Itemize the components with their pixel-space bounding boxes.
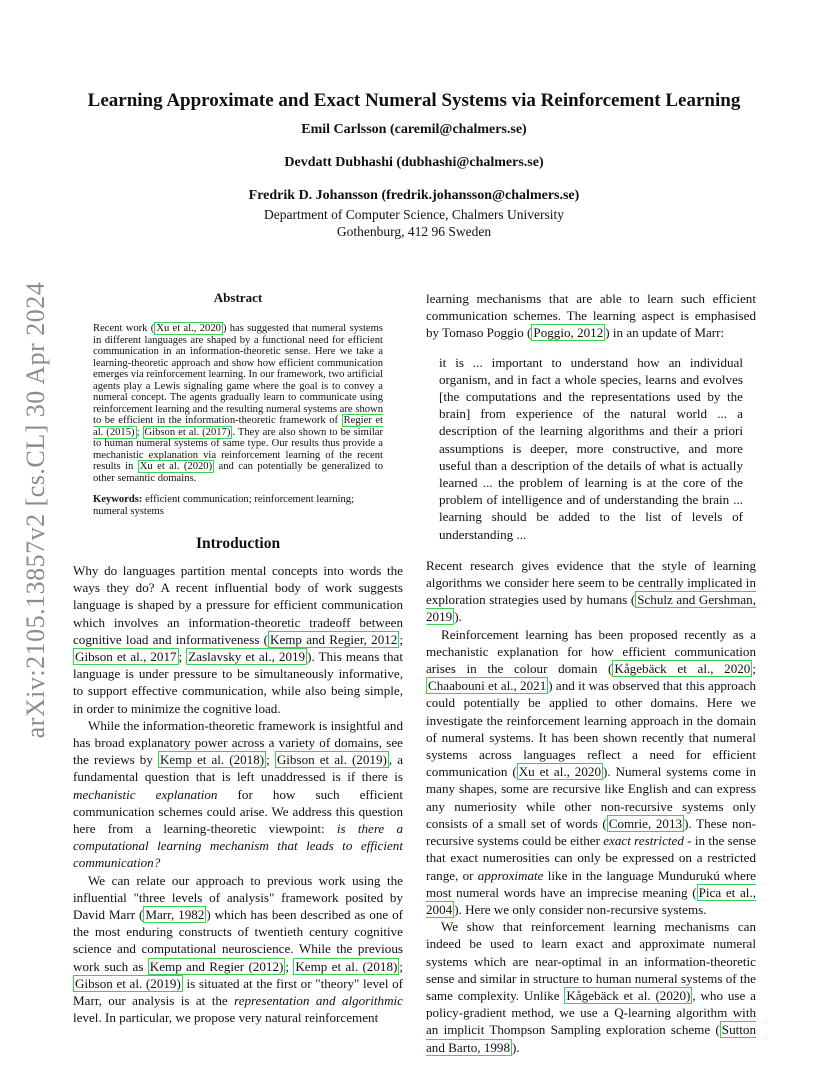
citation-link[interactable]: Comrie, 2013 [608, 815, 683, 831]
keywords [93, 494, 383, 517]
intro-paragraph-2 [73, 717, 403, 872]
right-paragraph-2 [426, 626, 756, 918]
citation-link[interactable]: Gibson et al. (2019) [276, 752, 387, 768]
citation-link[interactable]: Kemp and Regier, 2012 [269, 631, 398, 647]
citation-link[interactable]: Kågebäck et al. (2020) [566, 987, 691, 1003]
abstract-text-4: . They are also shown to be similar to human numeral systems of same type. Our results thus provide a mechanistic explanation via reinforcement learning of the recent results in [93, 426, 384, 472]
paragraph-text: ; [285, 958, 294, 974]
abstract-text-5: and can potentially be generalized to other semantic domains. [93, 461, 384, 484]
citation-link[interactable]: Zaslavsky et al., 2019 [188, 649, 306, 665]
citation-link[interactable]: Poggio, 2012 [533, 325, 604, 341]
citation-link[interactable]: Kemp and Regier (2012) [149, 958, 284, 974]
abstract-text [93, 323, 383, 484]
paragraph-text: We can relate our approach to previous work using the influential "three levels of analysis" framework posited by David Marr ( [73, 872, 403, 923]
citation-link[interactable]: Xu et al. (2020) [139, 461, 213, 472]
emphasis-text: mechanistic explanation [73, 786, 218, 802]
emphasis-text: exact restricted [603, 833, 684, 849]
paragraph-text: ; [266, 752, 275, 768]
paragraph-text: , who use a policy-gradient method, we use a Q-learning algorithm with an implicit Thompson Sampling exploration scheme ( [426, 987, 756, 1038]
citation-link[interactable]: Gibson et al., 2017 [75, 649, 177, 665]
right-paragraph-1 [426, 557, 756, 626]
marr-quote: it is ... important to understand how an individual organism, and in fact a whole species, learns and evolves [the computations and the representations used by the brain] from experience of the natural world ... a description of the learning algorithms and their a priori assumptions is deeper, more constructive, and more useful than a description of the details of what is actually learned ... the problem of learning is at the core of the problem of intelligence and of understanding the brain ... learning should be added to the list of levels of understanding ... [439, 354, 743, 542]
affiliation-department: Department of Computer Science, Chalmers University [264, 207, 564, 222]
paragraph-text: ). Numeral systems come in many shapes, some are recursive like English and can express any numeriosity while other non-recursive systems only consists of a small set of words ( [426, 764, 756, 831]
affiliation-address: Gothenburg, 412 96 Sweden [336, 224, 492, 239]
citation-link[interactable]: Chaabouni et al., 2021 [428, 678, 547, 694]
author-dubhashi: Devdatt Dubhashi (dubhashi@chalmers.se) [284, 155, 544, 170]
paragraph-text: Reinforcement learning has been proposed recently as a mechanistic explanation for how efficient communication arises in the colour domain ( [426, 626, 756, 677]
keywords-text: efficient communication; reinforcement learning; numeral systems [93, 494, 355, 517]
abstract-text-2: ) has suggested that numeral systems in different languages are shaped by a functional need for efficient communication in an information-theoretic sense. Here we take a learning-theoretic approach and show how efficient communication emerges via reinforcement learning. In our framework, two artificial agents play a Lewis signaling game where the goal is to convey a numeral concept. The agents gradually learn to communicate using reinforcement learning and the resulting numeral systems are shown to be efficient in the information-theoretic framework of [93, 323, 383, 426]
paragraph-text: for how such efficient communication schemes could arise. We address this question here from a learning-theoretic viewpoint: [73, 786, 403, 837]
paragraph-text: ; [399, 958, 403, 974]
abstract-heading: Abstract [213, 290, 263, 305]
citation-link[interactable]: Gibson et al. (2017) [144, 426, 231, 438]
citation-link[interactable]: Sutton and Barto, 1998 [426, 1022, 756, 1055]
paragraph-text: ). [454, 609, 462, 625]
emphasis-text: is there a computational learning mechanism that leads to efficient communication? [73, 821, 403, 871]
citation-link[interactable]: Xu et al., 2020 [156, 323, 221, 334]
citation-link[interactable]: Regier et al. (2015) [93, 415, 383, 438]
citation-link[interactable]: Kemp et al. (2018) [159, 752, 265, 768]
paragraph-text: ) and it was observed that this approach could potentially be applied to other domains. Here we investigate the reinforcement learning approach in the domain of numeral systems. It has been shown recently that numeral systems across languages reflect a need for efficient communication ( [426, 678, 757, 780]
keywords-label: Keywords: [93, 494, 143, 505]
emphasis-text: approximate [477, 867, 544, 883]
intro-paragraph-1 [73, 562, 403, 717]
paper-title: Learning Approximate and Exact Numeral Systems via Reinforcement Learning [87, 90, 741, 111]
citation-link[interactable]: Xu et al., 2020 [518, 764, 601, 780]
left-column [73, 290, 403, 1026]
citation-link[interactable]: Marr, 1982 [145, 907, 205, 923]
abstract-text-1: Recent work ( [93, 323, 155, 334]
paragraph-text: ; [399, 631, 403, 647]
paragraph-text: ). [512, 1039, 520, 1055]
paragraph-text: like in the language Mundurukú where most numeral words have an imprecise meaning ( [426, 867, 756, 900]
paragraph-text: ; [752, 661, 756, 677]
paragraph-text: learning mechanisms that are able to learn such efficient communication schemes. The learning aspect is emphasised by Tomaso Poggio ( [426, 291, 756, 341]
paper-header [0, 90, 828, 240]
paragraph-text: ). This means that language is under pressure to be simultaneously informative, to support effective communication, while also being simple, in order to minimize the cognitive load. [73, 649, 403, 716]
right-column [426, 290, 756, 1056]
author-johansson: Fredrik D. Johansson (fredrik.johansson@chalmers.se) [248, 188, 580, 203]
paragraph-text: is situated at the first or "theory" level of Marr, our analysis is at the [73, 975, 404, 1009]
arxiv-sidebar [14, 281, 58, 739]
paragraph-text: level. In particular, we propose very natural reinforcement [73, 1010, 379, 1026]
paragraph-text: ). Here we only consider non-recursive systems. [454, 901, 707, 917]
introduction-heading: Introduction [195, 535, 281, 552]
arxiv-identifier: arXiv:2105.13857v2 [cs.CL] 30 Apr 2024 [21, 281, 50, 739]
citation-link[interactable]: Kemp et al. (2018) [295, 958, 398, 974]
paragraph-text: Why do languages partition mental concepts into words the ways they do? A recent influential body of work suggests language is shaped by a pressure for efficient communication which involves an information-theoretic tradeoff between cognitive load and informativeness ( [73, 563, 403, 647]
abstract-text-3: ; [136, 426, 143, 438]
paragraph-text: ). These non-recursive systems could be either [426, 815, 756, 849]
author-carlsson: Emil Carlsson (caremil@chalmers.se) [301, 122, 527, 137]
paragraph-text: , a fundamental question that is left unaddressed is if there is [73, 752, 404, 785]
paragraph-text: ) in an update of Marr: [605, 325, 725, 341]
paragraph-text: - in the sense that exact numerosities can only be expressed on a restricted range, or [426, 833, 757, 883]
citation-link[interactable]: Kågebäck et al., 2020 [614, 661, 751, 677]
citation-link[interactable]: Pica et al., 2004 [426, 884, 756, 917]
paragraph-text: ) which has been described as one of the most enduring constructs of twentieth century cognitive science and computational neuroscience. While the previous work such as [73, 907, 403, 974]
citation-link[interactable]: Gibson et al. (2019) [75, 975, 181, 991]
paragraph-text: ; [178, 649, 187, 665]
right-paragraph-0 [426, 290, 756, 342]
intro-paragraph-3 [73, 872, 403, 1027]
emphasis-text: representation and algorithmic [234, 993, 403, 1009]
citation-link[interactable]: Schulz and Gershman, 2019 [426, 592, 756, 625]
right-paragraph-3 [426, 918, 756, 1056]
paragraph-text: While the information-theoretic framework is insightful and has broad explanatory power across a variety of domains, see the reviews by [73, 717, 403, 768]
paragraph-text: Recent research gives evidence that the style of learning algorithms we consider here seem to be centrally implicated in exploration strategies used by humans ( [426, 557, 756, 608]
paragraph-text: We show that reinforcement learning mechanisms can indeed be used to learn exact and approximate numeral systems which are near-optimal in an information-theoretic sense and similar in structure to human numeral systems of the same complexity. Unlike [426, 919, 756, 1003]
